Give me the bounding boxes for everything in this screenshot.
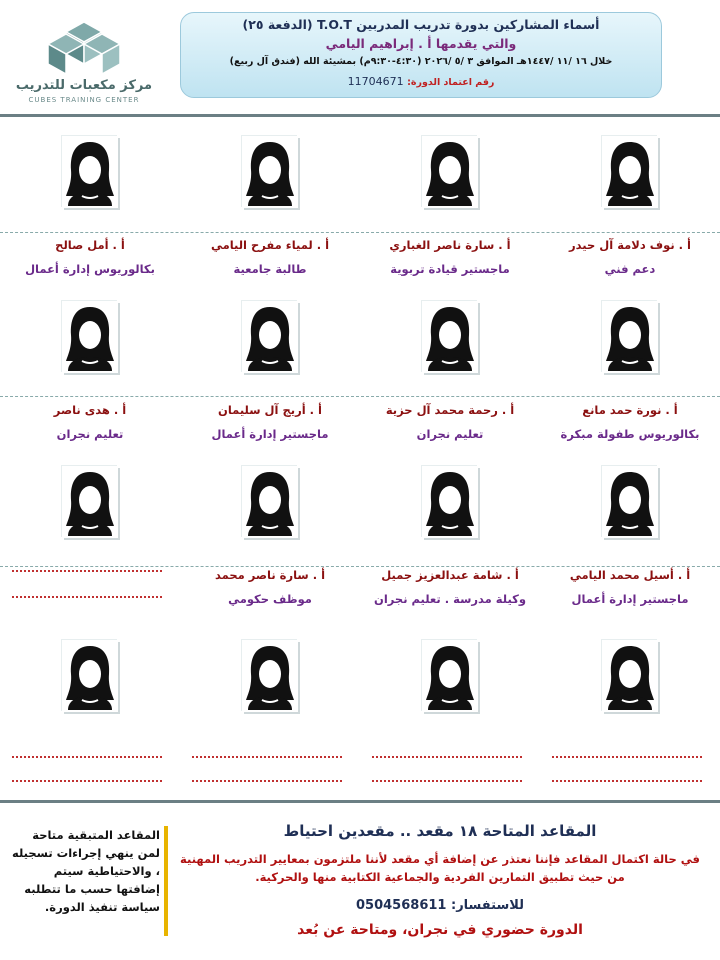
participant-name: أ . شامة عبدالعزيز جميل [381, 568, 519, 582]
participant-card [540, 285, 720, 445]
participant-card [360, 285, 540, 445]
participant-role: تعليم نجران [416, 427, 484, 441]
empty-seat-card [540, 620, 720, 790]
female-avatar-icon [602, 640, 658, 712]
empty-seat-card [180, 620, 360, 790]
participant-card [0, 285, 180, 445]
female-avatar-icon [422, 136, 478, 208]
participant-name: أ . نوف دلامة آل حيدر [569, 238, 691, 252]
participant-role: ماجستير قيادة تربوية [390, 262, 510, 276]
seats-heading: المقاعد المتاحة ١٨ مقعد .. مقعدين احتياط [283, 822, 597, 840]
female-avatar-icon [242, 640, 298, 712]
participant-role: بكالوريوس طفولة مبكرة [560, 427, 700, 441]
participant-name: أ . سارة ناصر محمد [214, 568, 326, 582]
female-avatar-icon [602, 466, 658, 538]
female-avatar-icon [242, 301, 298, 373]
presenter-line: والتي يقدمها أ . إبراهيم اليامي [325, 36, 517, 51]
participant-role: طالبة جامعية [233, 262, 307, 276]
footer-divider [0, 800, 720, 803]
participant-name: أ . سارة ناصر الغباري [389, 238, 511, 252]
venue-line: الدورة حضوري في نجران، ومتاحة عن بُعد [297, 922, 583, 938]
female-avatar-icon [242, 136, 298, 208]
participant-name: أ . رحمة محمد آل حزية [385, 403, 515, 417]
blank-name-line [12, 570, 162, 572]
participant-name: أ . أريج آل سليمان [218, 403, 322, 417]
empty-seat-card [0, 620, 180, 790]
participant-name: أ . نورة حمد مانع [582, 403, 678, 417]
female-avatar-icon [62, 301, 118, 373]
page-title: أسماء المشاركين بدورة تدريب المدربين T.O.T (الدفعة ٢٥) [242, 17, 600, 32]
blank-name-line [552, 756, 702, 758]
header-divider [0, 114, 720, 117]
logo-cubes-icon [14, 14, 154, 78]
dates-line: خلال ١٦ /١١ /١٤٤٧هـ الموافق ٣ /٥ /٢٠٢٦ (٤:٣٠-٩:٣٠م) بمشيئة الله (فندق آل ربيع) [229, 56, 613, 67]
participant-role: دعم فني [604, 262, 656, 276]
accent-bar [164, 826, 168, 936]
participant-card [180, 450, 360, 610]
participant-role: ماجستير إدارة أعمال [571, 592, 689, 606]
participant-card [0, 120, 180, 280]
empty-seat-card [360, 620, 540, 790]
participant-role: تعليم نجران [56, 427, 124, 441]
blank-name-line [192, 780, 342, 782]
female-avatar-icon [62, 136, 118, 208]
inquiry-phone: للاستفسار: 0504568611 [356, 898, 524, 913]
participant-role: ماجستير إدارة أعمال [211, 427, 329, 441]
empty-seat-card [0, 450, 180, 610]
participant-card [360, 120, 540, 280]
blank-name-line [12, 756, 162, 758]
blank-name-line [552, 780, 702, 782]
blank-name-line [372, 780, 522, 782]
logo-english-name: CUBES TRAINING CENTER [28, 96, 140, 104]
participant-name: أ . لمياء مفرح اليامي [210, 238, 330, 252]
female-avatar-icon [62, 640, 118, 712]
female-avatar-icon [422, 466, 478, 538]
header-panel [180, 12, 662, 98]
accreditation-label: رقم اعتماد الدورة: [407, 77, 495, 88]
participant-name: أ . أسيل محمد اليامي [569, 568, 691, 582]
participant-name: أ . هدى ناصر [53, 403, 127, 417]
accreditation-number: 11704671 [347, 75, 404, 88]
female-avatar-icon [422, 301, 478, 373]
female-avatar-icon [602, 136, 658, 208]
blank-name-line [12, 596, 162, 598]
female-avatar-icon [62, 466, 118, 538]
female-avatar-icon [422, 640, 478, 712]
participant-card [180, 120, 360, 280]
participant-card [180, 285, 360, 445]
participant-card [360, 450, 540, 610]
accreditation-line [181, 75, 661, 88]
participant-card [540, 120, 720, 280]
notice-line-1: في حالة اكتمال المقاعد فإننا نعتذر عن إضافة أي مقعد لأننا ملتزمون بمعايير التدريب المهنية [180, 852, 700, 866]
participant-role: وكيلة مدرسة . تعليم نجران [374, 592, 526, 606]
blank-name-line [372, 756, 522, 758]
participant-role: بكالوريوس إدارة أعمال [25, 262, 155, 276]
female-avatar-icon [242, 466, 298, 538]
participant-name: أ . أمل صالح [55, 238, 125, 252]
participant-card [540, 450, 720, 610]
blank-name-line [12, 780, 162, 782]
remaining-seats-note: المقاعد المتبقية متاحة لمن ينهي إجراءات تسجيله ، والاحتياطية سيتم إضافتها حسب ما تتطلبه سياسة تنفيذ الدورة. [11, 828, 160, 914]
participant-role: موظف حكومي [228, 592, 312, 606]
notice-line-2: من حيث تطبيق التمارين الفردية والجماعية الكتابية منها والحركية. [255, 870, 625, 884]
center-logo [14, 14, 154, 106]
blank-name-line [192, 756, 342, 758]
logo-name: مركز مكعبات للتدريب [15, 78, 153, 93]
female-avatar-icon [602, 301, 658, 373]
